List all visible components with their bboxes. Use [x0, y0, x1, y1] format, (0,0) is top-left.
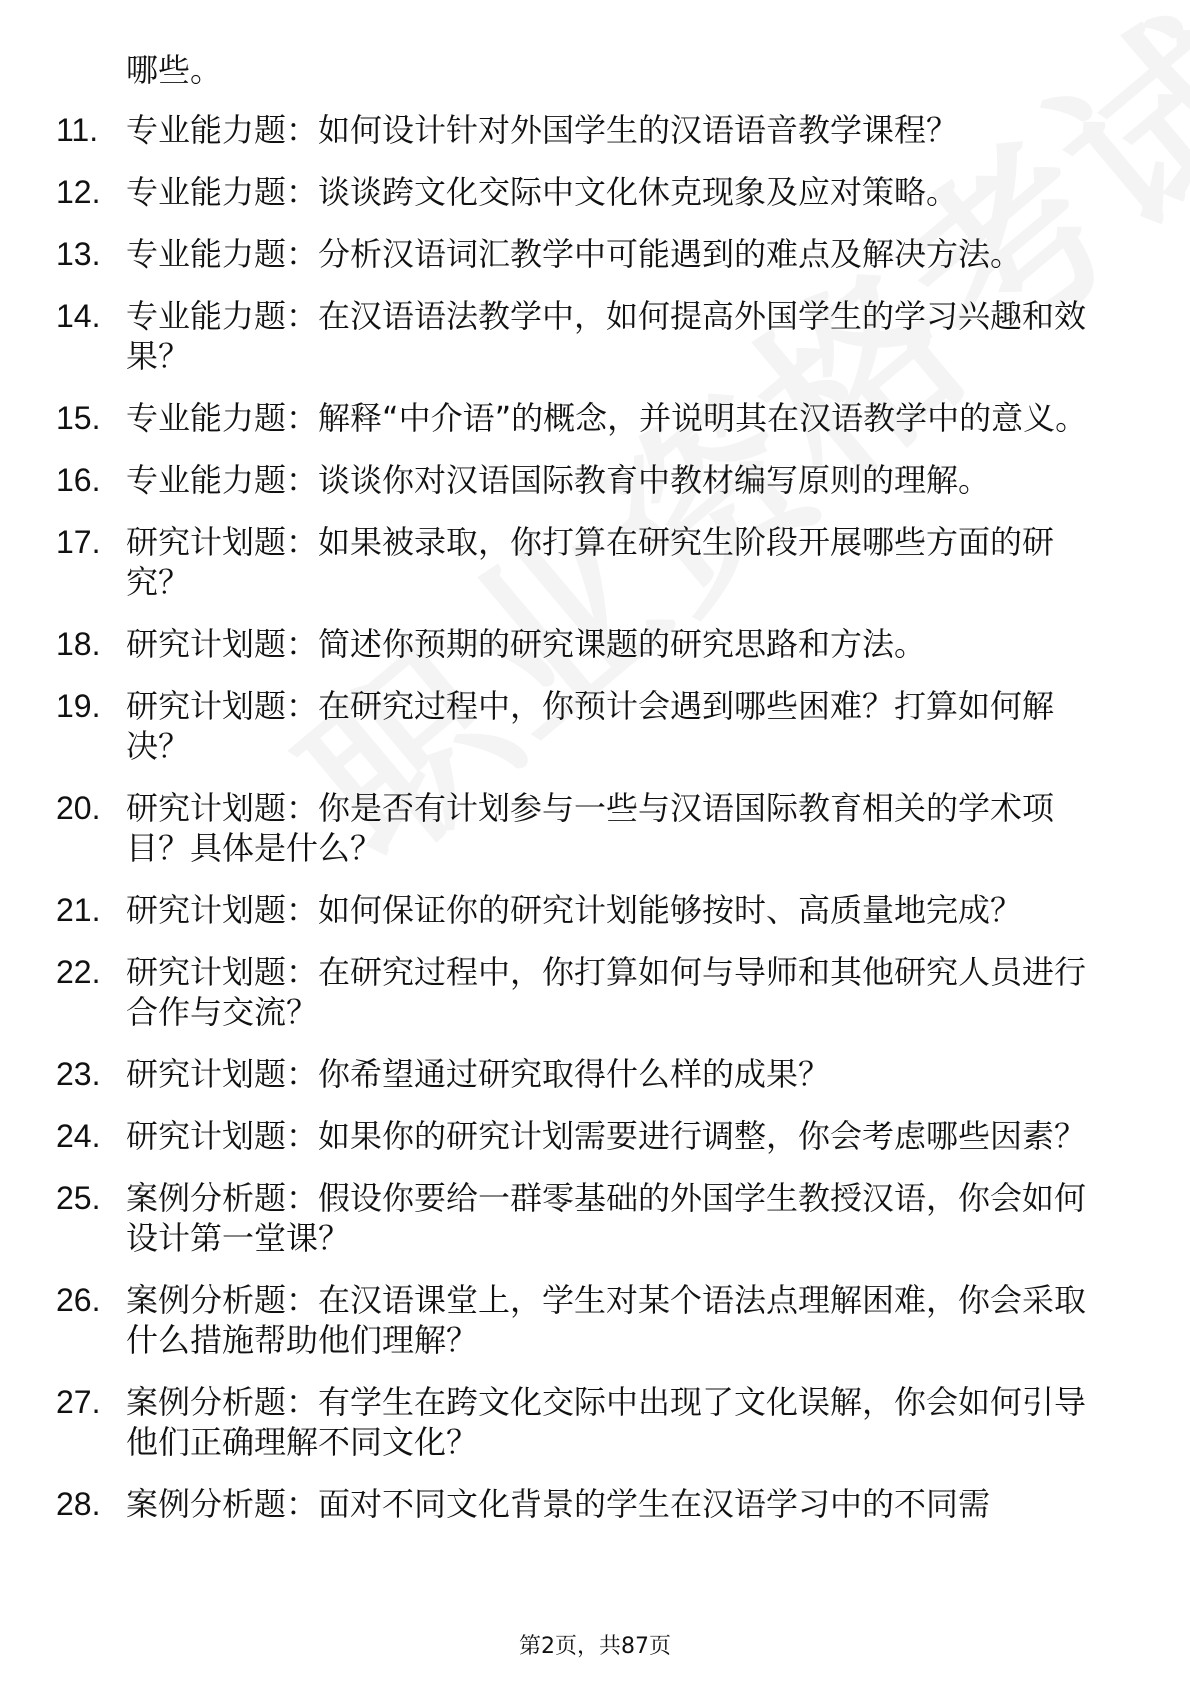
item-text: 如果被录取，你打算在研究生阶段开展哪些方面的研究？: [126, 523, 1055, 601]
item-number: 22.: [56, 954, 101, 990]
item-number: 12.: [56, 174, 101, 210]
item-number: 25.: [56, 1180, 101, 1216]
item-category: 专业能力题：: [126, 461, 319, 499]
list-item: [0, 1484, 1190, 1524]
item-text: 在研究过程中，你预计会遇到哪些困难？打算如何解决？: [126, 687, 1055, 765]
list-item: [0, 1178, 1190, 1258]
list-item: [0, 1280, 1190, 1360]
item-text: 如何保证你的研究计划能够按时、高质量地完成？: [318, 891, 1023, 929]
list-item: [0, 398, 1190, 438]
item-category: 研究计划题：: [126, 789, 319, 827]
page-footer: 第2页，共87页: [519, 1634, 671, 1659]
item-category: 研究计划题：: [126, 1117, 319, 1155]
item-number: 19.: [56, 688, 101, 724]
item-text: 有学生在跨文化交际中出现了文化误解，你会如何引导他们正确理解不同文化？: [126, 1383, 1087, 1461]
item-text: 在汉语语法教学中，如何提高外国学生的学习兴趣和效果？: [126, 297, 1087, 375]
list-item: [0, 172, 1190, 212]
item-text: 在研究过程中，你打算如何与导师和其他研究人员进行合作与交流？: [126, 953, 1087, 1031]
item-text: 分析汉语词汇教学中可能遇到的难点及解决方法。: [318, 235, 1023, 273]
item-category: 研究计划题：: [126, 687, 319, 725]
item-text: 如果你的研究计划需要进行调整，你会考虑哪些因素？: [318, 1117, 1087, 1155]
item-text: 谈谈跨文化交际中文化休克现象及应对策略。: [318, 173, 959, 211]
item-number: 23.: [56, 1056, 101, 1092]
item-number: 26.: [56, 1282, 101, 1318]
continuation-text: 哪些。: [126, 51, 223, 89]
item-category: 研究计划题：: [126, 625, 319, 663]
item-category: 研究计划题：: [126, 523, 319, 561]
list-item: [0, 686, 1190, 766]
item-text: 解释“中介语”的概念，并说明其在汉语教学中的意义。: [318, 399, 1088, 437]
list-item: [0, 890, 1190, 930]
item-text: 在汉语课堂上，学生对某个语法点理解困难，你会采取什么措施帮助他们理解？: [126, 1281, 1087, 1359]
item-category: 专业能力题：: [126, 399, 319, 437]
item-category: 研究计划题：: [126, 953, 319, 991]
item-number: 14.: [56, 298, 101, 334]
item-category: 案例分析题：: [126, 1485, 319, 1523]
list-item: [0, 296, 1190, 376]
item-category: 案例分析题：: [126, 1383, 319, 1421]
list-item: [0, 110, 1190, 150]
item-category: 专业能力题：: [126, 297, 319, 335]
item-number: 17.: [56, 524, 101, 560]
list-item: [0, 952, 1190, 1032]
item-number: 16.: [56, 462, 101, 498]
list-item: [0, 1116, 1190, 1156]
item-text: 面对不同文化背景的学生在汉语学习中的不同需: [318, 1485, 991, 1523]
item-category: 专业能力题：: [126, 173, 319, 211]
list-item: [0, 788, 1190, 868]
item-number: 20.: [56, 790, 101, 826]
question-list: [0, 110, 1190, 1546]
item-category: 专业能力题：: [126, 235, 319, 273]
item-number: 28.: [56, 1486, 101, 1522]
list-item: [0, 234, 1190, 274]
item-text: 谈谈你对汉语国际教育中教材编写原则的理解。: [318, 461, 991, 499]
item-category: 案例分析题：: [126, 1281, 319, 1319]
list-item: [0, 624, 1190, 664]
item-text: 假设你要给一群零基础的外国学生教授汉语，你会如何设计第一堂课？: [126, 1179, 1087, 1257]
list-item: [0, 1382, 1190, 1462]
item-category: 研究计划题：: [126, 891, 319, 929]
item-number: 11.: [56, 112, 99, 148]
item-number: 24.: [56, 1118, 101, 1154]
item-number: 18.: [56, 626, 101, 662]
item-text: 简述你预期的研究课题的研究思路和方法。: [318, 625, 927, 663]
list-item: [0, 1054, 1190, 1094]
item-category: 专业能力题：: [126, 111, 319, 149]
list-item: [0, 460, 1190, 500]
item-text: 如何设计针对外国学生的汉语语音教学课程？: [318, 111, 959, 149]
list-item: [0, 522, 1190, 602]
item-text: 你希望通过研究取得什么样的成果？: [318, 1055, 831, 1093]
item-category: 案例分析题：: [126, 1179, 319, 1217]
item-number: 15.: [56, 400, 101, 436]
item-category: 研究计划题：: [126, 1055, 319, 1093]
item-number: 13.: [56, 236, 101, 272]
item-text: 你是否有计划参与一些与汉语国际教育相关的学术项目？具体是什么？: [126, 789, 1055, 867]
item-number: 27.: [56, 1384, 101, 1420]
item-number: 21.: [56, 892, 101, 928]
